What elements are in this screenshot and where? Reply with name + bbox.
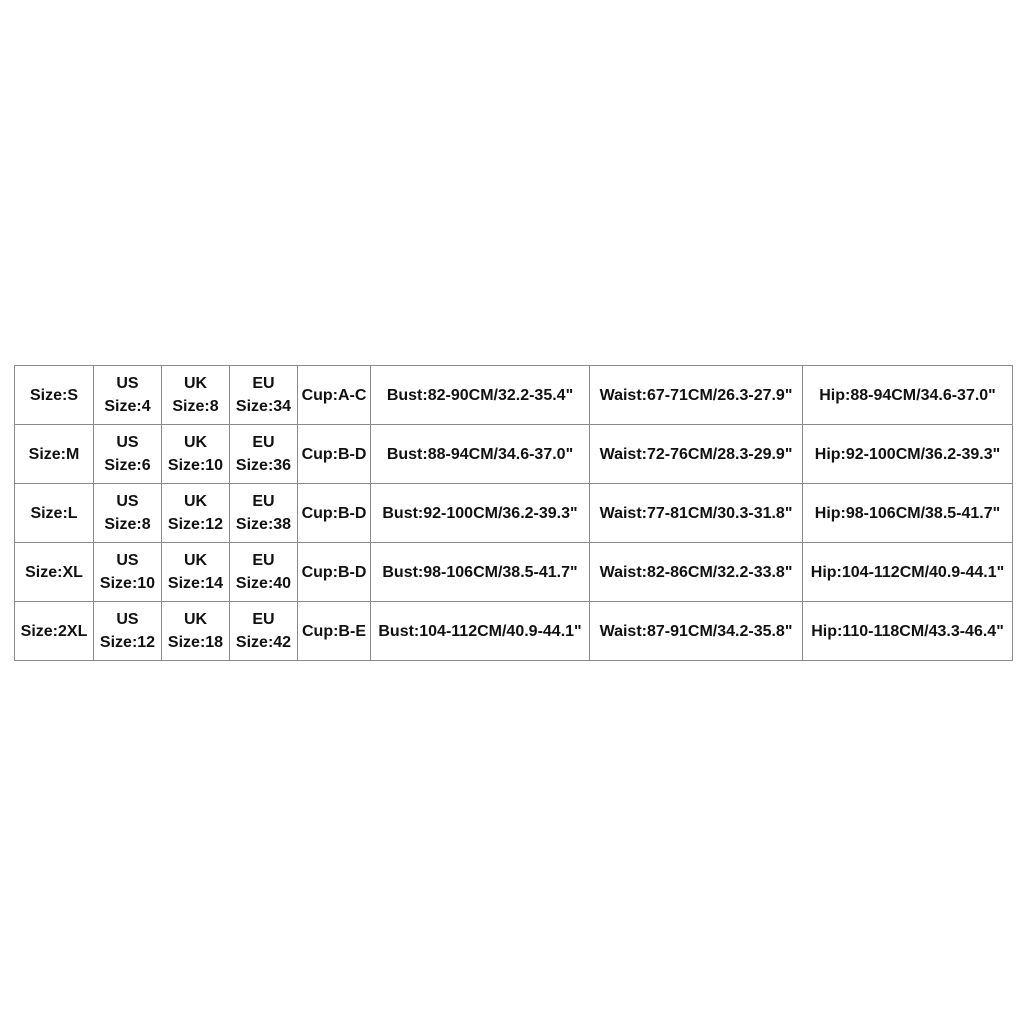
- eu-size-cell: [230, 366, 298, 425]
- uk-size-cell: [162, 425, 230, 484]
- us-size-label: US: [116, 611, 139, 628]
- size-cell: Size:M: [15, 425, 94, 484]
- uk-size-cell: [162, 484, 230, 543]
- us-size-label: US: [116, 434, 139, 451]
- eu-size-label: EU: [252, 493, 275, 510]
- us-size-label: US: [116, 552, 139, 569]
- us-size-cell: [94, 543, 162, 602]
- us-size-cell: [94, 602, 162, 661]
- us-size-value: Size:4: [104, 398, 151, 415]
- eu-size-value: Size:40: [235, 575, 292, 592]
- eu-size-value: Size:34: [235, 398, 292, 415]
- us-size-cell: [94, 425, 162, 484]
- uk-size-value: Size:12: [167, 516, 224, 533]
- eu-size-value: Size:36: [235, 457, 292, 474]
- us-size-cell: [94, 484, 162, 543]
- uk-size-label: UK: [183, 493, 208, 510]
- uk-size-cell: [162, 543, 230, 602]
- waist-cell: Waist:77-81CM/30.3-31.8": [590, 484, 803, 543]
- eu-size-cell: [230, 543, 298, 602]
- uk-size-value: Size:8: [172, 398, 219, 415]
- table-row: [15, 484, 1013, 543]
- size-cell: Size:2XL: [15, 602, 94, 661]
- hip-cell: Hip:92-100CM/36.2-39.3": [803, 425, 1013, 484]
- hip-cell: Hip:98-106CM/38.5-41.7": [803, 484, 1013, 543]
- uk-size-cell: [162, 366, 230, 425]
- bust-cell: Bust:88-94CM/34.6-37.0": [371, 425, 590, 484]
- eu-size-value: Size:38: [235, 516, 292, 533]
- cup-cell: Cup:A-C: [298, 366, 371, 425]
- uk-size-label: UK: [183, 434, 208, 451]
- uk-size-label: UK: [183, 611, 208, 628]
- hip-cell: Hip:88-94CM/34.6-37.0": [803, 366, 1013, 425]
- size-cell: Size:XL: [15, 543, 94, 602]
- bust-cell: Bust:82-90CM/32.2-35.4": [371, 366, 590, 425]
- us-size-value: Size:6: [104, 457, 151, 474]
- eu-size-label: EU: [252, 552, 275, 569]
- eu-size-cell: [230, 484, 298, 543]
- hip-cell: Hip:104-112CM/40.9-44.1": [803, 543, 1013, 602]
- uk-size-value: Size:14: [167, 575, 224, 592]
- table-row: [15, 543, 1013, 602]
- bust-cell: Bust:98-106CM/38.5-41.7": [371, 543, 590, 602]
- us-size-value: Size:8: [104, 516, 151, 533]
- eu-size-cell: [230, 425, 298, 484]
- uk-size-label: UK: [183, 375, 208, 392]
- bust-cell: Bust:92-100CM/36.2-39.3": [371, 484, 590, 543]
- us-size-value: Size:10: [99, 575, 156, 592]
- uk-size-cell: [162, 602, 230, 661]
- hip-cell: Hip:110-118CM/43.3-46.4": [803, 602, 1013, 661]
- table-row: [15, 602, 1013, 661]
- table-row: [15, 425, 1013, 484]
- size-chart-table: [14, 365, 1013, 661]
- waist-cell: Waist:67-71CM/26.3-27.9": [590, 366, 803, 425]
- waist-cell: Waist:87-91CM/34.2-35.8": [590, 602, 803, 661]
- eu-size-label: EU: [252, 611, 275, 628]
- cup-cell: Cup:B-D: [298, 425, 371, 484]
- uk-size-value: Size:18: [167, 634, 224, 651]
- eu-size-label: EU: [252, 434, 275, 451]
- size-cell: Size:L: [15, 484, 94, 543]
- us-size-value: Size:12: [99, 634, 156, 651]
- us-size-cell: [94, 366, 162, 425]
- cup-cell: Cup:B-D: [298, 543, 371, 602]
- uk-size-label: UK: [183, 552, 208, 569]
- uk-size-value: Size:10: [167, 457, 224, 474]
- us-size-label: US: [116, 493, 139, 510]
- eu-size-label: EU: [252, 375, 275, 392]
- eu-size-value: Size:42: [235, 634, 292, 651]
- cup-cell: Cup:B-E: [298, 602, 371, 661]
- waist-cell: Waist:72-76CM/28.3-29.9": [590, 425, 803, 484]
- size-cell: Size:S: [15, 366, 94, 425]
- cup-cell: Cup:B-D: [298, 484, 371, 543]
- waist-cell: Waist:82-86CM/32.2-33.8": [590, 543, 803, 602]
- eu-size-cell: [230, 602, 298, 661]
- table-row: [15, 366, 1013, 425]
- bust-cell: Bust:104-112CM/40.9-44.1": [371, 602, 590, 661]
- us-size-label: US: [116, 375, 139, 392]
